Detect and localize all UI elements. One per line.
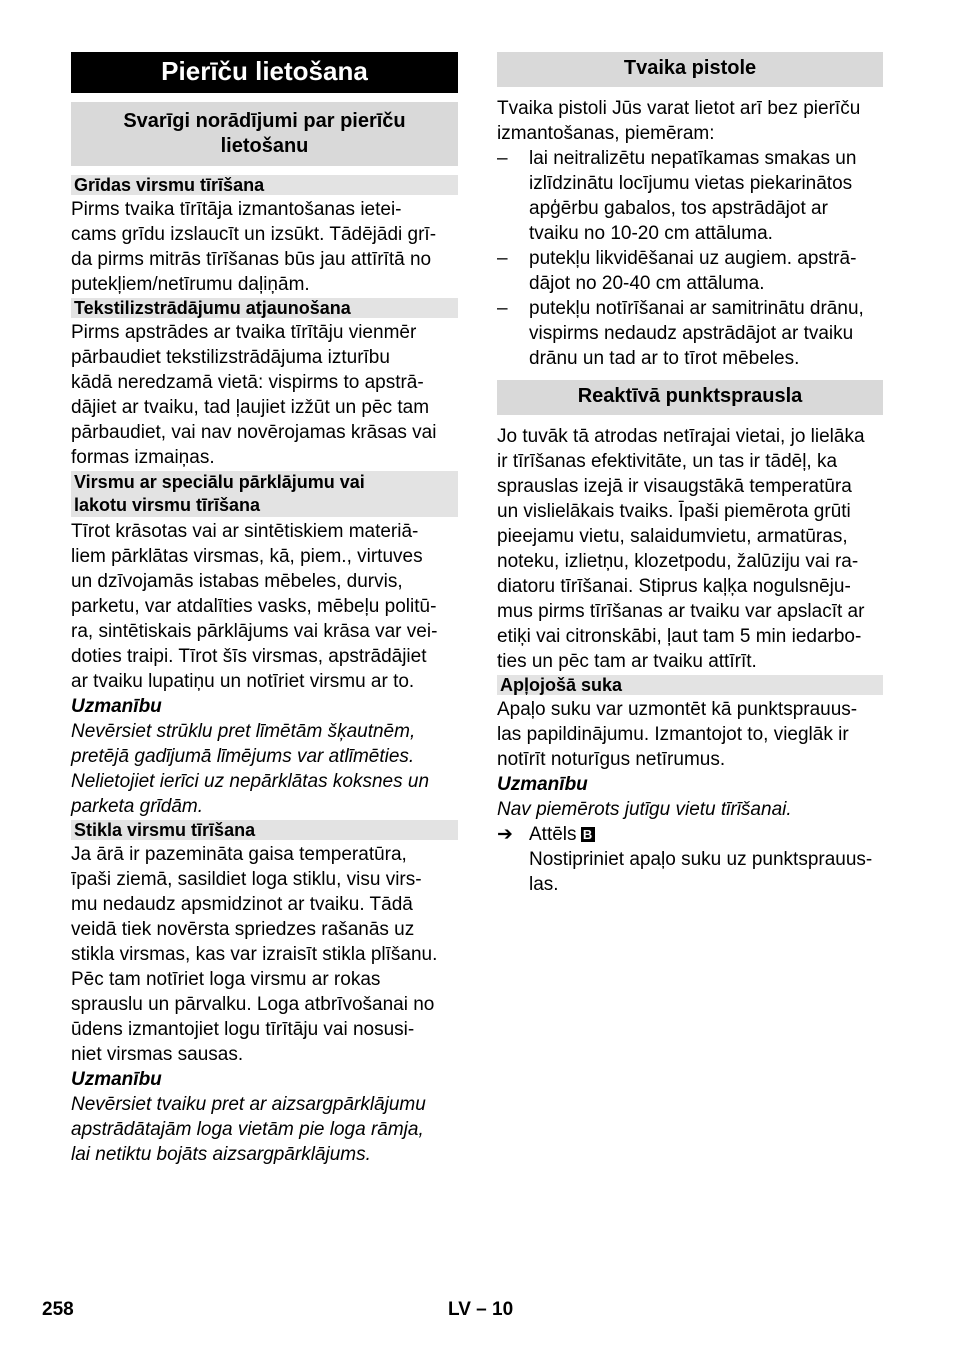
list-line: dājot no 20-40 cm attāluma. [529,273,765,294]
body-line: stikla virsmas, kas var izraisīt stikla plīšanu. [71,944,438,965]
footer-language-code: LV [448,1299,471,1320]
body-line: niet virsmas sausas. [71,1044,244,1065]
body-line: Pirms apstrādes ar tvaika tīrītāju vienmēr [71,322,417,343]
list-item [497,296,883,371]
list-item [497,146,883,246]
body-line: un dzīvojamās istabas mēbeles, durvis, [71,571,403,592]
body-line: liem pārklātas virsmas, kā, piem., virtuves [71,546,423,567]
body-line: īpaši ziemā, sasildiet loga stiklu, visu virs- [71,869,422,890]
body-line: izmantošanas, piemēram: [497,123,715,144]
list-line: lai neitralizētu nepatīkamas smakas un [529,148,857,169]
caution-label: Uzmanību [71,696,162,717]
caution-line: Nevērsiet strūklu pret līmētām šķautnēm, [71,721,416,742]
body-line: ar tvaiku lupatiņu un notīriet virsmu ar to. [71,671,415,692]
dash-bullet: – [497,248,508,269]
body-line: notīrīt noturīgus netīrumus. [497,749,726,770]
body-line: mus pirms tīrīšanas ar tvaiku var apslacīt ar [497,601,865,622]
subheading-round-brush: Apļojošā suka [497,675,883,695]
body-line: etiķi vai citronskābi, ļaut tam 5 min iedarbo- [497,626,862,647]
caution-line: pretējā gadījumā līmējums var atlīmēties. [71,746,415,767]
caution-line: apstrādātajām loga vietām pie loga rāmja, [71,1119,424,1140]
body-line: formas izmaiņas. [71,447,215,468]
right-column [497,52,883,897]
caution-line: lai netiktu bojāts aizsargpārklājums. [71,1144,371,1165]
instruction-step [497,822,883,897]
section-title-jet-nozzle: Reaktīvā punktsprausla [497,380,883,415]
subheading-glass-cleaning: Stikla virsmu tīrīšana [71,820,458,840]
body-line: mu nedaudz apsmidzinot ar tvaiku. Tādā [71,894,413,915]
body-line: Apaļo suku var uzmontēt kā punktsprauus- [497,699,858,720]
step-line: las. [529,874,559,895]
body-line: sprauslas izejā ir visaugstākā temperatūra [497,476,852,497]
body-line: dājiet ar tvaiku, tad ļaujiet izžūt un pēc tam [71,397,430,418]
body-line: pārbaudiet tekstilizstrādājuma izturību [71,347,390,368]
body-line: Tīrot krāsotas vai ar sintētiskiem materiā- [71,521,419,542]
subheading-textile-refresh: Tekstilizstrādājumu atjaunošana [71,298,458,318]
list-line: izlīdzinātu locījumu vietas piekarinātos [529,173,853,194]
subheading-coated-surfaces [71,471,458,517]
list-line: putekļu notīrīšanai ar samitrinātu drānu, [529,298,864,319]
body-line: ir tīrīšanas efektivitāte, un tas ir tādēļ, ka [497,451,838,472]
body-line: las papildinājumu. Izmantojot to, vieglāk ir [497,724,849,745]
figure-label: Attēls [529,824,577,845]
body-line: parketu, var atdalīties vasks, mēbeļu politū- [71,596,437,617]
caution-label: Uzmanību [497,774,588,795]
page-number: 258 [42,1299,74,1320]
body-line: Ja ārā ir pazemināta gaisa temperatūra, [71,844,407,865]
list-line: vispirms nedaudz apstrādājot ar tvaiku [529,323,854,344]
body-line: Pirms tvaika tīrītāja izmantošanas ietei- [71,199,402,220]
subheading-floor-cleaning: Grīdas virsmu tīrīšana [71,175,458,195]
caution-line: Nelietojiet ierīci uz nepārklātas koksnes un [71,771,430,792]
section-title-steam-gun: Tvaika pistole [497,52,883,87]
subheading-line: Virsmu ar speciālu pārklājumu vai [74,472,365,492]
subheading-line: lakotu virsmu tīrīšana [74,495,261,515]
caution-label: Uzmanību [71,1069,162,1090]
body-line: kādā neredzamā vietā: vispirms to apstrā- [71,372,424,393]
body-line: pieejamu vietu, salaidumvietu, armatūras, [497,526,848,547]
list-line: drānu un tad ar to tīrot mēbeles. [529,348,800,369]
section-title-accessory-notes: Svarīgi norādījumi par pierīču lietošanu [71,102,458,166]
body-line: ra, sintētiskais pārklājums vai krāsa var vei- [71,621,438,642]
body-line: doties traipi. Tīrot šīs virsmas, apstrādājiet [71,646,427,667]
list-line: tvaiku no 10-20 cm attāluma. [529,223,773,244]
footer-section [448,1298,513,1322]
caution-line: parketa grīdām. [71,796,204,817]
page-title: Pierīču lietošana [71,52,458,93]
body-line: diatoru tīrīšanai. Stiprus kaļķa nogulsnēju- [497,576,851,597]
left-column [71,52,458,1167]
body-line: da pirms mitrās tīrīšanas būs jau attīrītā no [71,249,432,270]
body-line: putekļiem/netīrumu daļiņām. [71,274,310,295]
footer-section-page: – 10 [476,1299,514,1320]
body-line: pārbaudiet, vai nav novērojamas krāsas vai [71,422,437,443]
body-line: Tvaika pistoli Jūs varat lietot arī bez pierīču [497,98,861,119]
body-line: noteku, izlietņu, klozetpodu, žalūziju vai ra- [497,551,859,572]
body-line: un vislielākais tvaiks. Īpaši piemērota grūti [497,501,851,522]
body-line: ties un pēc tam ar tvaiku attīrīt. [497,651,757,672]
body-line: veidā tiek novērsta spriedzes rašanās uz [71,919,415,940]
figure-badge: B [581,827,595,842]
dash-bullet: – [497,298,508,319]
caution-line: Nevērsiet tvaiku pret ar aizsargpārklājumu [71,1094,426,1115]
list-line: putekļu likvidēšanai uz augiem. apstrā- [529,248,857,269]
body-line: ūdens izmantojiet logu tīrītāju vai nosusi- [71,1019,415,1040]
body-line: Jo tuvāk tā atrodas netīrajai vietai, jo lielāka [497,426,865,447]
figure-reference [529,822,883,847]
arrow-right-icon: ➔ [497,824,513,845]
list-line: apģērbu gabalos, tos apstrādājot ar [529,198,828,219]
body-line: Pēc tam notīriet loga virsmu ar rokas [71,969,381,990]
caution-line: Nav piemērots jutīgu vietu tīrīšanai. [497,799,792,820]
step-line: Nostipriniet apaļo suku uz punktsprauus- [529,849,873,870]
body-line: sprauslu un pārvalku. Loga atbrīvošanai no [71,994,435,1015]
body-line: cams grīdu izslaucīt un izsūkt. Tādējādi grī- [71,224,437,245]
list-item [497,246,883,296]
steam-gun-uses-list [497,146,883,371]
dash-bullet: – [497,148,508,169]
